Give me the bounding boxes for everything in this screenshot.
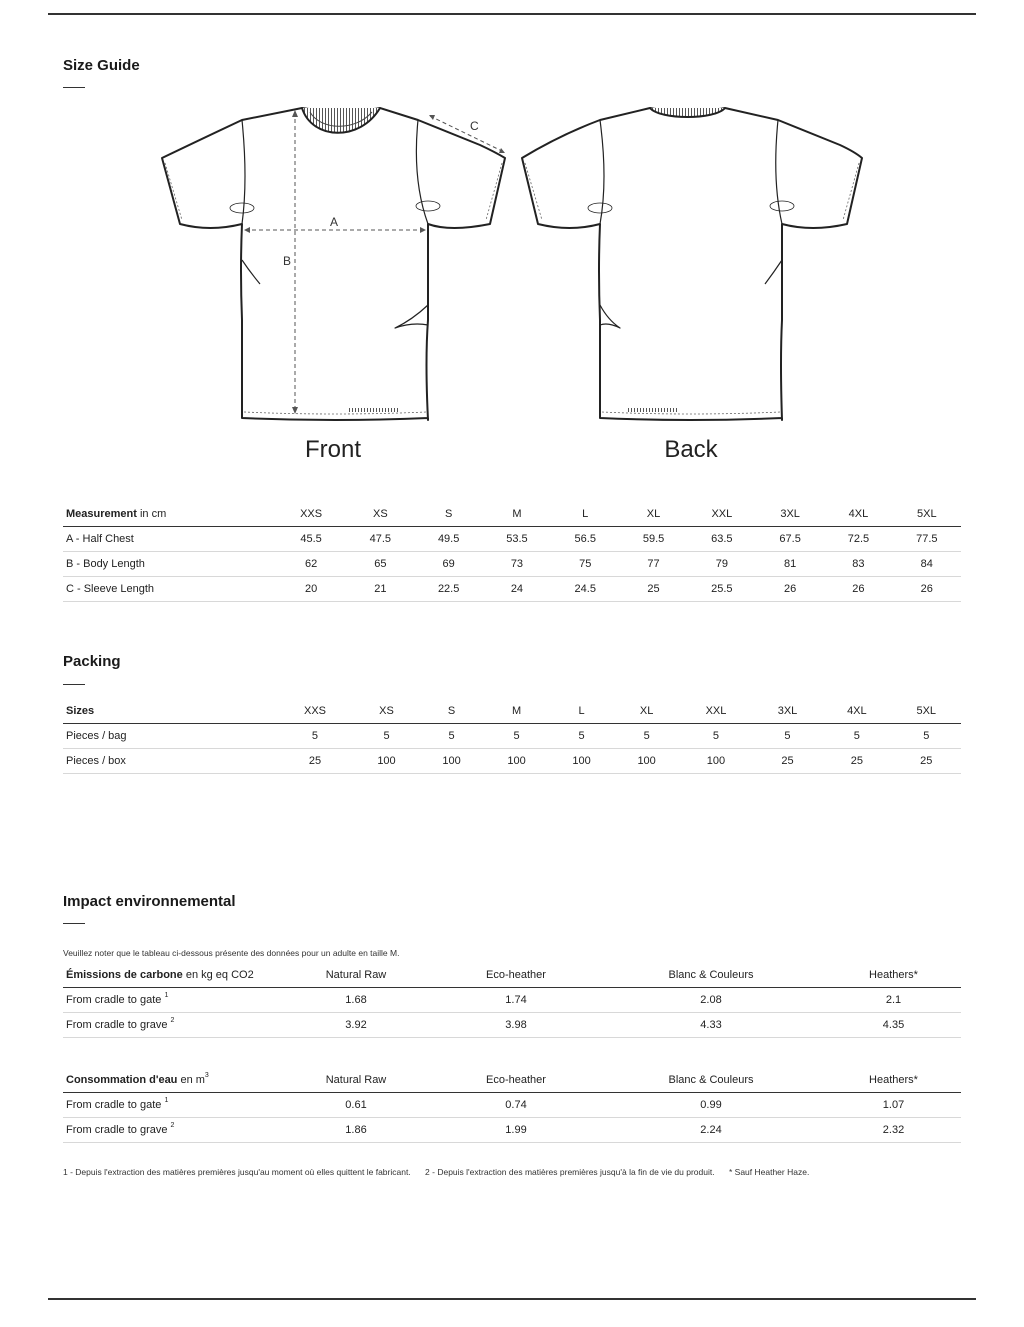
row-label: From cradle to gate $^1$ xyxy=(63,988,276,1013)
footnotes xyxy=(63,1167,821,1177)
size-guide-header-row xyxy=(63,502,961,527)
table-cell: 4.33 xyxy=(596,1013,826,1038)
size-header: L xyxy=(549,699,614,724)
table-cell: 100 xyxy=(419,749,484,774)
table-cell: 1.68 xyxy=(276,988,436,1013)
table-cell: 1.86 xyxy=(276,1118,436,1143)
table-cell: 5 xyxy=(354,724,419,749)
table-cell: 49.5 xyxy=(415,527,483,552)
table-row xyxy=(63,577,961,602)
carbon-table xyxy=(63,963,961,1038)
size-header: XXL xyxy=(688,502,756,527)
row-label: Pieces / bag xyxy=(63,724,276,749)
table-cell: 5 xyxy=(484,724,549,749)
table-cell: 69 xyxy=(415,552,483,577)
table-cell: 59.5 xyxy=(619,527,687,552)
dim-a-label: A xyxy=(330,215,339,229)
column-header: Blanc & Couleurs xyxy=(596,963,826,988)
size-header: 5XL xyxy=(892,699,961,724)
table-row xyxy=(63,988,961,1013)
table-cell: 65 xyxy=(346,552,414,577)
table-cell: 25 xyxy=(276,749,354,774)
table-cell: 21 xyxy=(346,577,414,602)
table-cell: 5 xyxy=(679,724,753,749)
water-header: Consommation d'eau en $m^3$ xyxy=(63,1068,276,1093)
size-header: M xyxy=(483,502,551,527)
table-cell: 100 xyxy=(679,749,753,774)
table-row xyxy=(63,1093,961,1118)
table-cell: 24.5 xyxy=(551,577,619,602)
size-header: XS xyxy=(346,502,414,527)
table-cell: 75 xyxy=(551,552,619,577)
size-header: S xyxy=(419,699,484,724)
table-cell: 0.61 xyxy=(276,1093,436,1118)
size-header: 3XL xyxy=(753,699,822,724)
table-row xyxy=(63,749,961,774)
tshirt-diagram xyxy=(150,100,880,470)
top-rule xyxy=(48,13,976,15)
footnote: 1 - Depuis l'extraction des matières premières jusqu'au moment où elles quittent le fabricant. xyxy=(63,1167,411,1177)
table-cell: 56.5 xyxy=(551,527,619,552)
size-header: S xyxy=(415,502,483,527)
sizes-header: Sizes xyxy=(63,699,276,724)
measurement-header: Measurement in cm xyxy=(63,502,276,527)
table-cell: 2.08 xyxy=(596,988,826,1013)
column-header: Natural Raw xyxy=(276,1068,436,1093)
table-cell: 2.32 xyxy=(826,1118,961,1143)
table-cell: 0.74 xyxy=(436,1093,596,1118)
column-header: Eco-heather xyxy=(436,963,596,988)
table-cell: 24 xyxy=(483,577,551,602)
table-cell: 67.5 xyxy=(756,527,824,552)
table-cell: 25 xyxy=(753,749,822,774)
table-row xyxy=(63,724,961,749)
table-cell: 25 xyxy=(822,749,891,774)
table-cell: 25 xyxy=(892,749,961,774)
water-header-row xyxy=(63,1068,961,1093)
table-cell: 5 xyxy=(892,724,961,749)
front-label: Front xyxy=(304,436,362,463)
table-row xyxy=(63,552,961,577)
table-cell: 79 xyxy=(688,552,756,577)
table-cell: 5 xyxy=(419,724,484,749)
packing-table xyxy=(63,699,961,774)
table-cell: 84 xyxy=(893,552,961,577)
table-cell: 73 xyxy=(483,552,551,577)
size-guide-table xyxy=(63,502,961,602)
table-cell: 45.5 xyxy=(276,527,346,552)
size-header: XXS xyxy=(276,502,346,527)
size-guide-title: Size Guide xyxy=(63,57,140,74)
row-label: From cradle to grave $^2$ xyxy=(63,1118,276,1143)
size-header: XS xyxy=(354,699,419,724)
table-cell: 100 xyxy=(614,749,679,774)
size-header: 3XL xyxy=(756,502,824,527)
size-header: XL xyxy=(614,699,679,724)
row-label: From cradle to gate $^1$ xyxy=(63,1093,276,1118)
carbon-header: Émissions de carbone en kg eq CO2 xyxy=(63,963,276,988)
table-cell: 1.99 xyxy=(436,1118,596,1143)
back-label: Back xyxy=(664,436,718,463)
size-header: 5XL xyxy=(893,502,961,527)
row-label: From cradle to grave $^2$ xyxy=(63,1013,276,1038)
packing-header-row xyxy=(63,699,961,724)
column-header: Eco-heather xyxy=(436,1068,596,1093)
table-cell: 53.5 xyxy=(483,527,551,552)
table-row xyxy=(63,1013,961,1038)
table-cell: 5 xyxy=(822,724,891,749)
table-cell: 0.99 xyxy=(596,1093,826,1118)
table-cell: 2.24 xyxy=(596,1118,826,1143)
row-label: A - Half Chest xyxy=(63,527,276,552)
size-header: M xyxy=(484,699,549,724)
table-cell: 1.74 xyxy=(436,988,596,1013)
table-cell: 62 xyxy=(276,552,346,577)
table-cell: 100 xyxy=(484,749,549,774)
row-label: B - Body Length xyxy=(63,552,276,577)
table-cell: 5 xyxy=(276,724,354,749)
table-cell: 5 xyxy=(549,724,614,749)
table-cell: 26 xyxy=(824,577,892,602)
table-cell: 83 xyxy=(824,552,892,577)
table-cell: 72.5 xyxy=(824,527,892,552)
column-header: Blanc & Couleurs xyxy=(596,1068,826,1093)
front-shirt-drawing xyxy=(162,108,505,420)
table-cell: 25 xyxy=(619,577,687,602)
table-cell: 100 xyxy=(549,749,614,774)
table-cell: 81 xyxy=(756,552,824,577)
carbon-header-row xyxy=(63,963,961,988)
table-cell: 3.92 xyxy=(276,1013,436,1038)
table-cell: 100 xyxy=(354,749,419,774)
bottom-rule xyxy=(48,1298,976,1300)
column-header: Heathers* xyxy=(826,1068,961,1093)
impact-note: Veuillez noter que le tableau ci-dessous présente des données pour un adulte en taille M. xyxy=(63,948,400,958)
size-header: XXL xyxy=(679,699,753,724)
table-cell: 26 xyxy=(893,577,961,602)
table-cell: 1.07 xyxy=(826,1093,961,1118)
table-cell: 26 xyxy=(756,577,824,602)
table-cell: 25.5 xyxy=(688,577,756,602)
footnote: * Sauf Heather Haze. xyxy=(728,1167,810,1177)
table-row xyxy=(63,1118,961,1143)
size-guide-title-dash xyxy=(63,87,85,88)
table-cell: 63.5 xyxy=(688,527,756,552)
table-cell: 4.35 xyxy=(826,1013,961,1038)
footnote: 2 - Depuis l'extraction des matières premières jusqu'à la fin de vie du produit. xyxy=(425,1167,715,1177)
table-row xyxy=(63,527,961,552)
impact-title-dash xyxy=(63,923,85,924)
size-header: XXS xyxy=(276,699,354,724)
table-cell: 22.5 xyxy=(415,577,483,602)
table-cell: 77.5 xyxy=(893,527,961,552)
size-header: XL xyxy=(619,502,687,527)
row-label: Pieces / box xyxy=(63,749,276,774)
column-header: Natural Raw xyxy=(276,963,436,988)
water-table xyxy=(63,1068,961,1143)
table-cell: 3.98 xyxy=(436,1013,596,1038)
dim-b-label: B xyxy=(283,254,292,268)
table-cell: 2.1 xyxy=(826,988,961,1013)
size-header: 4XL xyxy=(824,502,892,527)
table-cell: 20 xyxy=(276,577,346,602)
column-header: Heathers* xyxy=(826,963,961,988)
impact-title: Impact environnemental xyxy=(63,893,236,910)
table-cell: 5 xyxy=(753,724,822,749)
table-cell: 77 xyxy=(619,552,687,577)
size-header: L xyxy=(551,502,619,527)
table-cell: 5 xyxy=(614,724,679,749)
back-shirt-drawing xyxy=(522,108,862,420)
packing-title-dash xyxy=(63,684,85,685)
size-header: 4XL xyxy=(822,699,891,724)
table-cell: 47.5 xyxy=(346,527,414,552)
packing-title: Packing xyxy=(63,653,121,670)
row-label: C - Sleeve Length xyxy=(63,577,276,602)
dim-c-label: C xyxy=(470,119,479,133)
